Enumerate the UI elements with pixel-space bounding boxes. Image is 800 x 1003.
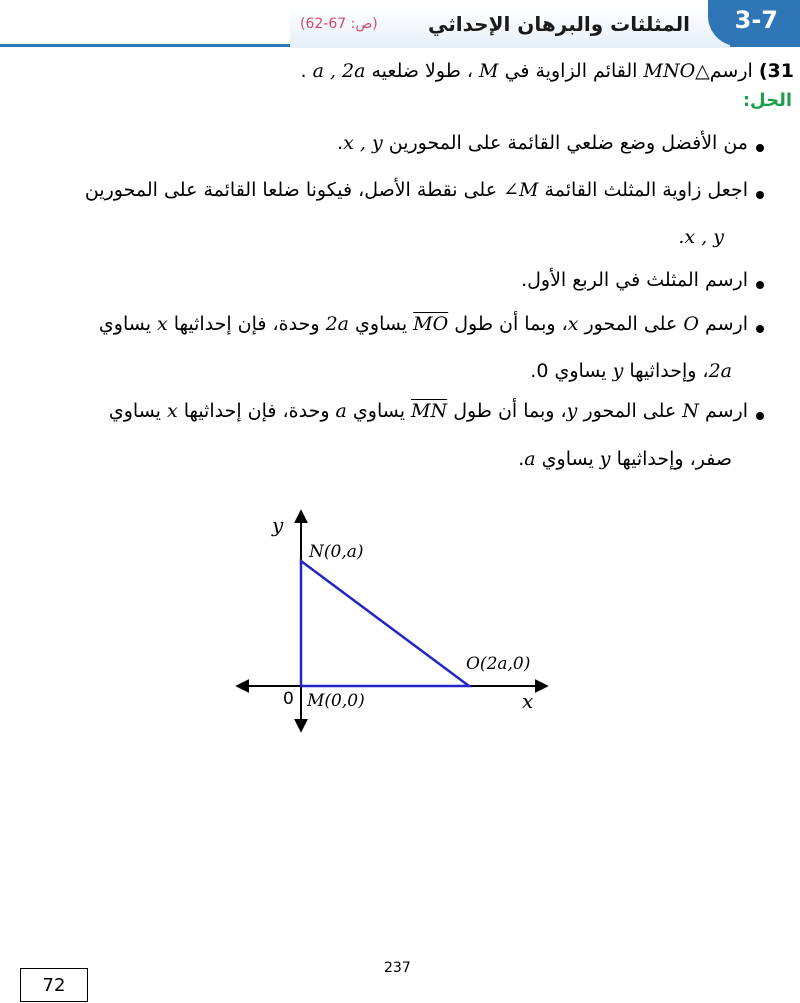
bullet-4-line-2-y: y <box>612 360 624 382</box>
bullet-5-math-N: N <box>682 400 699 422</box>
lesson-pages: (ص: 67-62) <box>300 16 378 32</box>
bullet-4-line-2-end: يساوي 0. <box>530 360 607 382</box>
bullet-1-text: من الأفضل وضع ضلعي القائمة على المحورين <box>388 132 748 154</box>
bullet-5-text-5: وحدة، فإن إحداثيها <box>183 400 330 422</box>
question-text-3: ، طولا ضلعيه <box>371 60 473 82</box>
bullet-4-math-x: x <box>567 313 579 335</box>
bullet-5-text-3: ، وبما أن طول <box>453 400 567 422</box>
bullet-5-math-y: y <box>566 400 578 422</box>
bullet-4-text-3: ، وبما أن طول <box>454 313 568 335</box>
bullet-4-math-x2: x <box>157 313 168 335</box>
question-text-1: ارسم <box>709 60 753 82</box>
bullet-2-text-1: اجعل زاوية المثلث القائمة <box>544 179 748 201</box>
bullet-5-segment: $\overline{MN}$ <box>411 400 448 422</box>
question-text-2: القائم الزاوية في <box>504 60 638 82</box>
solution-label: الحل: <box>742 90 792 111</box>
bullet-5-text-4: يساوي <box>352 400 405 422</box>
question-sides: a , 2a <box>312 60 366 82</box>
bullet-4-text-2: على المحور <box>584 313 678 335</box>
bullet-4-math-2a: 2a <box>325 313 349 335</box>
bullet-4-segment: $\overline{MO}$ <box>413 313 449 335</box>
bullet-5-line-2-text: صفر، وإحداثيها <box>616 448 732 470</box>
triangle-name: MNO <box>643 60 696 82</box>
point-N-label: N(0,a) <box>309 542 364 562</box>
bullet-5-math-a: a <box>335 400 347 422</box>
bullet-5-line-2-y: y <box>599 448 611 470</box>
bullet-5-line-2-text-2: يساوي <box>541 448 594 470</box>
bullet-4-text-6: يساوي <box>98 313 151 335</box>
bullet-2-math: ∠M <box>503 179 539 201</box>
point-O-label: O(2a,0) <box>466 654 531 674</box>
question-text-4: . <box>300 60 307 82</box>
bullet-5-text-6: يساوي <box>108 400 161 422</box>
bullet-5-text-2: على المحور <box>583 400 677 422</box>
bullet-5-line-2-end: . <box>518 448 525 470</box>
triangle-symbol: △ <box>695 60 710 82</box>
lesson-title: المثلثات والبرهان الإحداثي <box>428 12 690 36</box>
bullet-2-text-2: على نقطة الأصل، فيكونا ضلعا القائمة على المحورين <box>84 179 498 201</box>
origin-label: 0 <box>283 689 294 709</box>
triangle-MNO <box>301 561 469 686</box>
point-M-label: M(0,0) <box>307 691 365 711</box>
bullet-2-line-2: .x , y <box>678 226 724 248</box>
lesson-number: 3-7 <box>734 6 778 34</box>
bullet-4-text-5: وحدة، فإن إحداثيها <box>173 313 320 335</box>
page-number: 237 <box>384 960 411 976</box>
question-number: 31) <box>758 60 794 82</box>
bullet-1-math: x , y <box>343 132 383 154</box>
bullet-1-end: . <box>337 132 344 154</box>
bullet-4-math-O: O <box>683 313 699 335</box>
bullet-5-text-1: ارسم <box>704 400 748 422</box>
y-axis-label: y <box>272 513 284 537</box>
bullet-4-text-1: ارسم <box>704 313 748 335</box>
bullet-4-line-2-text: ، وإحداثيها <box>629 360 709 382</box>
x-axis-label: x <box>522 689 534 713</box>
page-box: 72 <box>20 968 88 1002</box>
bullet-5-math-x: x <box>167 400 178 422</box>
question-vertex: M <box>479 60 499 82</box>
bullet-3: ارسم المثلث في الربع الأول. <box>521 269 748 291</box>
bullet-5-line-2-a: a <box>524 448 536 470</box>
bullet-4-line-2-math: 2a <box>708 360 732 382</box>
bullet-4-text-4: يساوي <box>355 313 408 335</box>
